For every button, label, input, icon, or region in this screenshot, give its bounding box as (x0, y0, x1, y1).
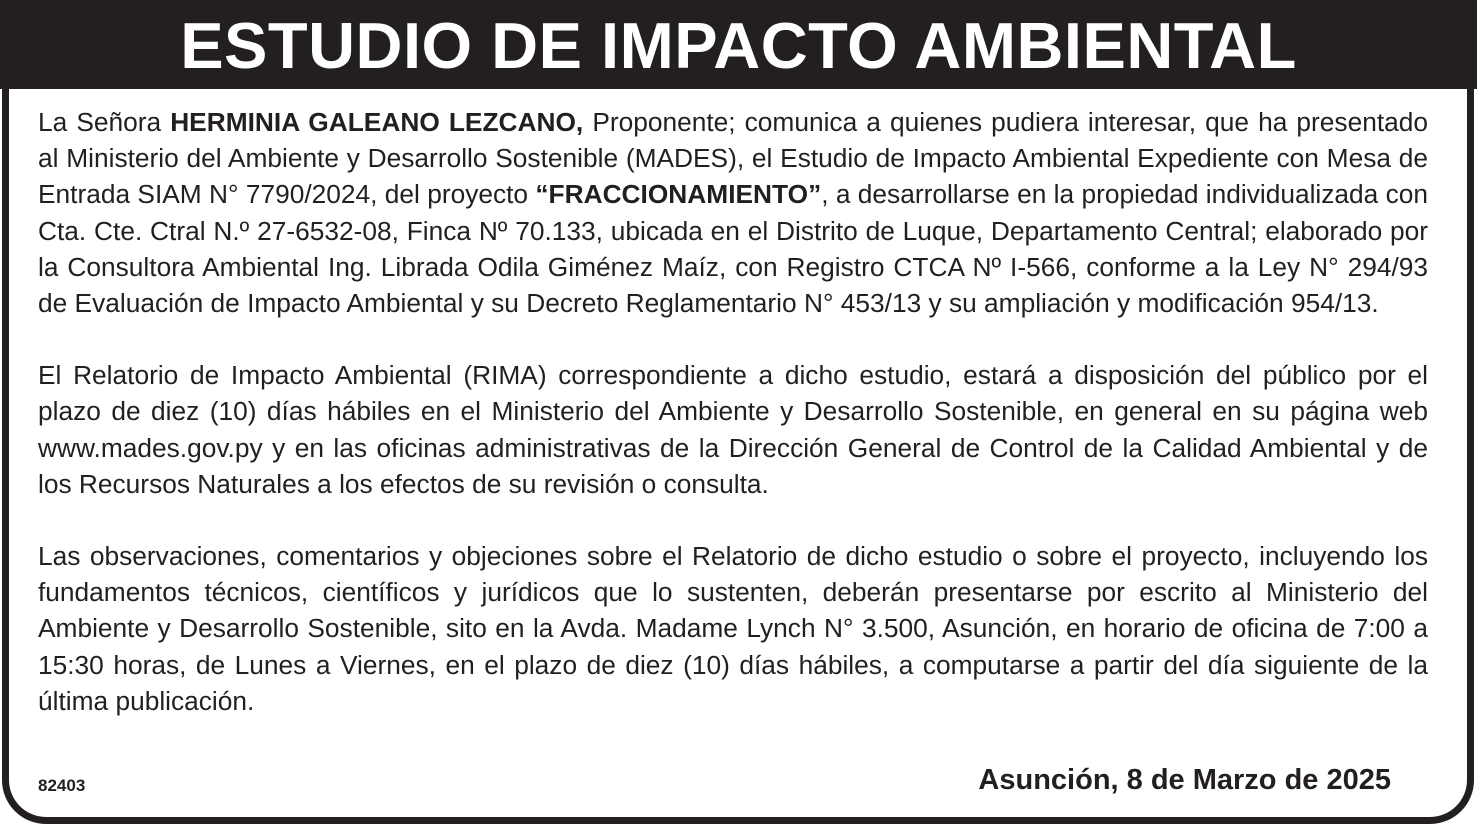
paragraph-proponent-intro: La Señora (38, 107, 171, 137)
notice-body (38, 104, 1428, 719)
proponent-name: HERMINIA GALEANO LEZCANO, (170, 107, 584, 137)
paragraph-proponent-middle: Proponente; comunica a quienes pudiera interesar, que ha presentado al Ministerio del Ambiente y Desarrollo Sostenible (MADES), el Estudio de Impacto Ambiental Expediente con Mesa de Entrada SIAM N° 7790/2024, del proyecto (38, 107, 1428, 210)
project-name: “FRACCIONAMIENTO” (535, 179, 822, 210)
notice-title: ESTUDIO DE IMPACTO AMBIENTAL (180, 9, 1297, 82)
paragraph-observations: Las observaciones, comentarios y objeciones sobre el Relatorio de dicho estudio o sobre el proyecto, incluyendo los fundamentos técnicos, científicos y jurídicos que lo sustenten, deberán presentarse por escrito al Ministerio del Ambiente y Desarrollo Sostenible, sito en la Avda. Madame Lynch N° 3.500, Asunción, en horario de oficina de 7:00 a 15:30 horas, de Lunes a Viernes, en el plazo de diez (10) días hábiles, a computarse a partir del día siguiente de la última publicación. (38, 541, 1428, 716)
paragraph-proponent-end: , a desarrollarse en la propiedad individualizada con Cta. Cte. Ctral N.º 27-6532-08, Finca Nº 70.133, ubicada en el Distrito de Luque, Departamento Central; elaborado por la Consultora Ambiental Ing. Librada Odila Giménez Maíz, con Registro CTCA Nº I-566, conforme a la Ley N° 294/93 de Evaluación de Impacto Ambiental y su Decreto Reglamentario N° 453/13 y su ampliación y modificación 954/13. (38, 179, 1428, 319)
title-banner (0, 0, 1477, 89)
reference-code: 82403 (38, 776, 86, 795)
place-and-date: Asunción, 8 de Marzo de 2025 (978, 764, 1391, 796)
paragraph-proponent (38, 104, 1428, 321)
paragraph-rima: El Relatorio de Impacto Ambiental (RIMA) correspondiente a dicho estudio, estará a disposición del público por el plazo de diez (10) días hábiles en el Ministerio del Ambiente y Desarrollo Sostenible, en general en su página web www.mades.gov.py y en las oficinas administrativas de la Dirección General de Control de la Calidad Ambiental y de los Recursos Naturales a los efectos de su revisión o consulta. (38, 360, 1428, 499)
